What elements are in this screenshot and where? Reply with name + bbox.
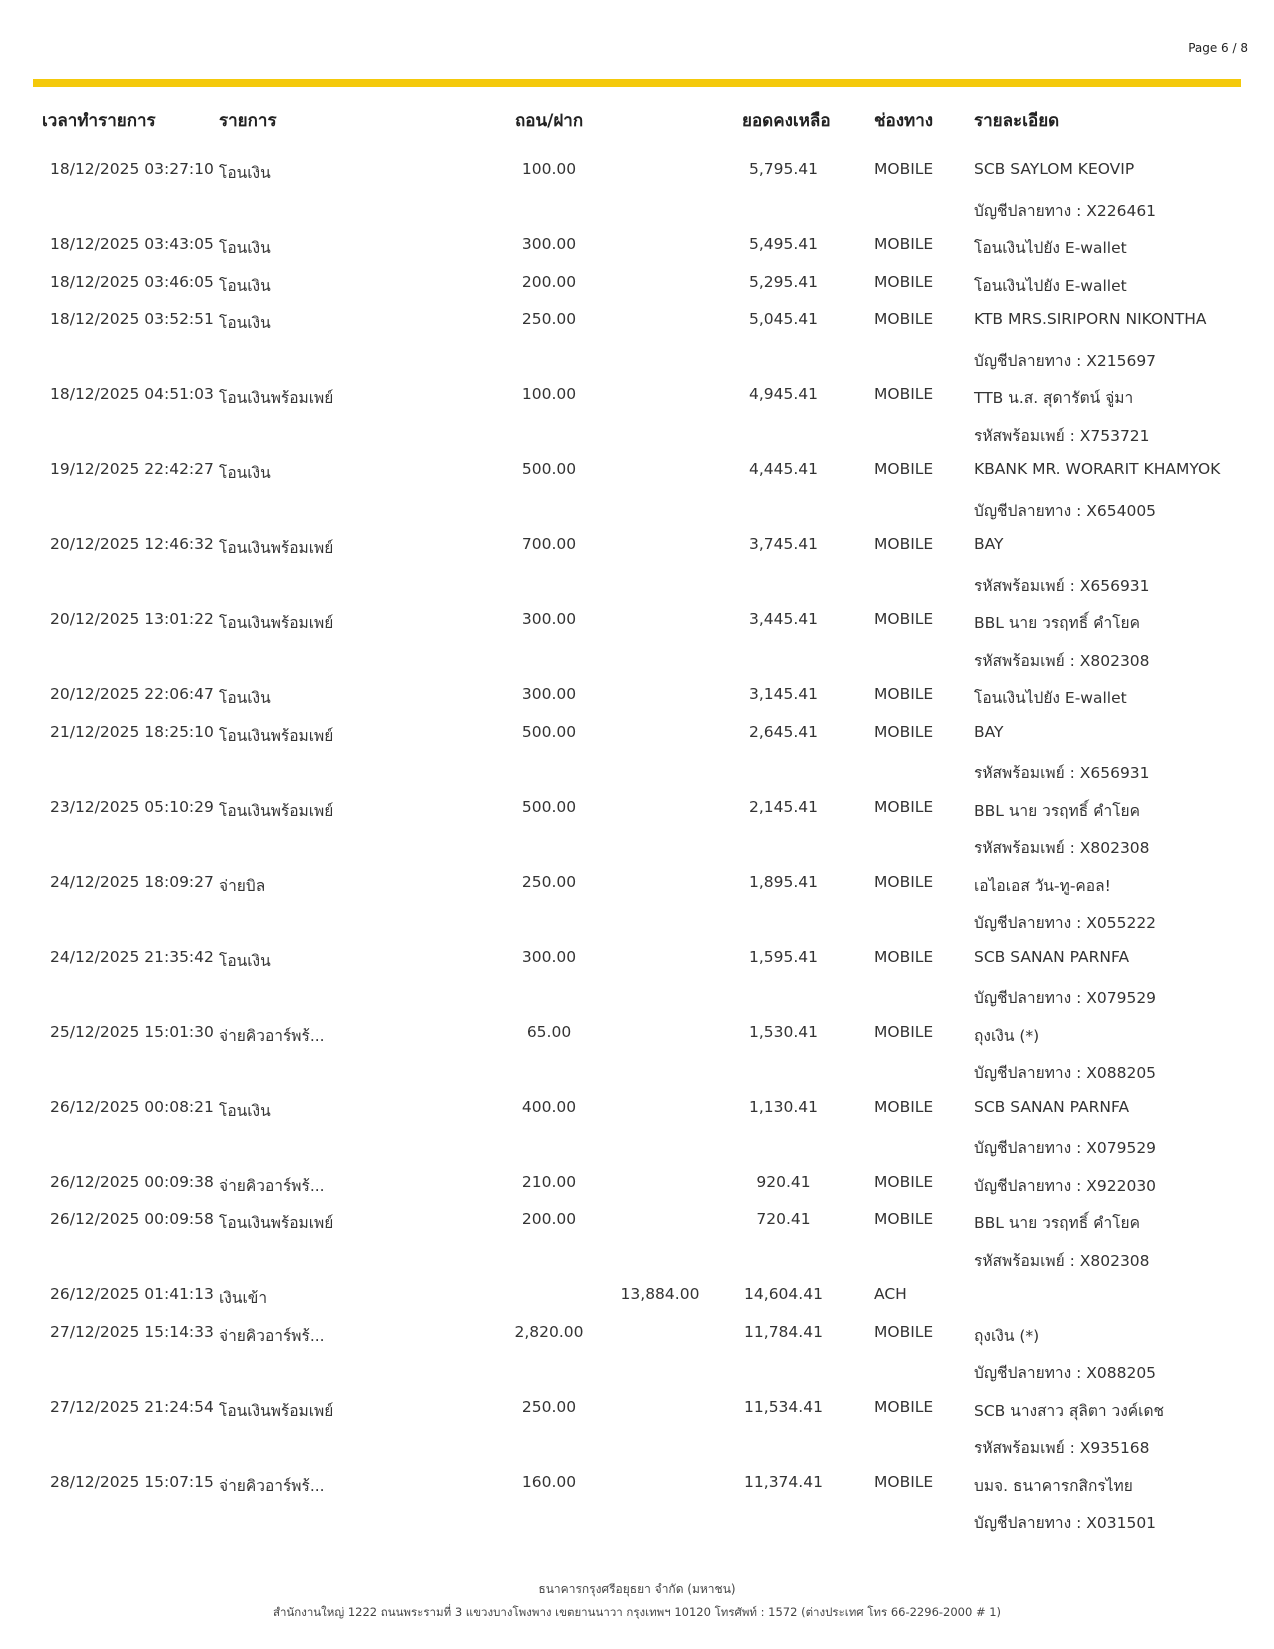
column-header-balance: ยอดคงเหลือ (742, 111, 831, 131)
cell-description: จ่ายคิวอาร์พร้... (219, 1176, 325, 1195)
cell-description: โอนเงิน (219, 164, 271, 182)
table-row (0, 1390, 1274, 1428)
cell-balance: 3,445.41 (748, 610, 819, 628)
cell-details: BAY (974, 535, 1004, 553)
table-row (0, 677, 1274, 715)
cell-description: จ่ายคิวอาร์พร้... (219, 1026, 325, 1045)
cell-description: จ่ายคิวอาร์พร้... (219, 1326, 325, 1345)
cell-details: บัญชีปลายทาง : X088205 (974, 1364, 1157, 1382)
cell-details: บัญชีปลายทาง : X088205 (974, 1064, 1157, 1082)
cell-description: โอนเงิน (219, 1101, 271, 1120)
cell-details: SCB SAYLOM KEOVIP (974, 160, 1135, 178)
cell-balance: 1,130.41 (748, 1097, 819, 1116)
cell-withdrawal: 250.00 (521, 872, 577, 891)
table-row (0, 790, 1274, 828)
cell-channel: MOBILE (874, 310, 934, 328)
cell-details: TTB น.ส. สุดารัตน์ จู่มา (974, 389, 1134, 407)
cell-balance: 11,534.41 (744, 1397, 823, 1416)
cell-withdrawal: 65.00 (526, 1022, 572, 1041)
cell-withdrawal: 160.00 (521, 1472, 577, 1491)
table-row (0, 302, 1274, 340)
cell-details: KBANK MR. WORARIT KHAMYOK (974, 460, 1221, 478)
table-row (0, 1352, 1274, 1390)
column-header-datetime: เวลาทำรายการ (42, 111, 156, 131)
cell-details: BAY (974, 722, 1004, 741)
cell-balance: 5,045.41 (748, 310, 819, 328)
cell-withdrawal: 300.00 (521, 235, 577, 253)
cell-withdrawal: 100.00 (521, 160, 577, 178)
page-number: Page 6 / 8 (1188, 41, 1248, 55)
cell-balance: 11,374.41 (744, 1472, 823, 1491)
cell-withdrawal: 250.00 (521, 310, 577, 328)
cell-description: จ่ายบิล (219, 876, 266, 895)
table-row (0, 715, 1274, 753)
table-row (0, 977, 1274, 1015)
cell-description: โอนเงินพร้อมเพย์ (219, 1214, 334, 1232)
cell-withdrawal: 500.00 (521, 797, 577, 816)
cell-channel: MOBILE (874, 460, 934, 478)
cell-description: โอนเงิน (219, 464, 271, 482)
cell-channel: MOBILE (874, 1397, 934, 1416)
cell-description: โอนเงินพร้อมเพย์ (219, 539, 334, 557)
table-row (0, 1465, 1274, 1503)
table-row (0, 640, 1274, 678)
cell-balance: 1,895.41 (748, 872, 819, 891)
cell-balance: 1,530.41 (748, 1022, 819, 1041)
cell-datetime: 18/12/2025 03:27:10 (50, 160, 214, 178)
table-row (0, 865, 1274, 903)
cell-datetime: 18/12/2025 03:46:05 (50, 272, 214, 291)
cell-description: โอนเงินพร้อมเพย์ (219, 801, 334, 820)
table-row (0, 1240, 1274, 1278)
cell-channel: MOBILE (874, 722, 934, 741)
cell-channel: MOBILE (874, 235, 934, 253)
cell-details: เอไอเอส วัน-ทู-คอล! (974, 876, 1111, 895)
cell-balance: 2,645.41 (748, 722, 819, 741)
cell-datetime: 26/12/2025 01:41:13 (50, 1285, 214, 1303)
cell-balance: 5,295.41 (748, 272, 819, 291)
cell-details: รหัสพร้อมเพย์ : X656931 (974, 764, 1150, 782)
cell-balance: 920.41 (756, 1172, 811, 1191)
cell-datetime: 20/12/2025 22:06:47 (50, 685, 214, 703)
cell-description: โอนเงิน (219, 951, 271, 970)
cell-datetime: 19/12/2025 22:42:27 (50, 460, 214, 478)
cell-datetime: 24/12/2025 21:35:42 (50, 947, 214, 966)
cell-deposit: 13,884.00 (620, 1285, 700, 1303)
cell-datetime: 18/12/2025 04:51:03 (50, 385, 214, 403)
cell-channel: MOBILE (874, 272, 934, 291)
cell-balance: 720.41 (756, 1210, 811, 1228)
cell-description: โอนเงิน (219, 276, 271, 295)
table-row (0, 827, 1274, 865)
cell-datetime: 26/12/2025 00:09:38 (50, 1172, 214, 1191)
table-row (0, 902, 1274, 940)
cell-details: BBL นาย วรฤทธิ์ คำโยค (974, 801, 1141, 820)
cell-datetime: 20/12/2025 13:01:22 (50, 610, 214, 628)
table-row (0, 452, 1274, 490)
cell-details: รหัสพร้อมเพย์ : X802308 (974, 651, 1150, 670)
footer-address: สำนักงานใหญ่ 1222 ถนนพระรามที่ 3 แขวงบางโพงพาง เขตยานนาวา กรุงเทพฯ 10120 โทรศัพท์ : 1572 (ต่างประเทศ โทร 66-2296-2000 # 1) (272, 1605, 1002, 1619)
cell-description: จ่ายคิวอาร์พร้... (219, 1476, 325, 1495)
cell-details: บัญชีปลายทาง : X226461 (974, 201, 1157, 220)
column-header-amount: ถอน/ฝาก (515, 111, 584, 131)
cell-datetime: 27/12/2025 21:24:54 (50, 1397, 214, 1416)
cell-details: รหัสพร้อมเพย์ : X802308 (974, 1251, 1150, 1270)
cell-channel: ACH (874, 1285, 907, 1303)
cell-withdrawal: 500.00 (521, 722, 577, 741)
cell-withdrawal: 2,820.00 (514, 1322, 584, 1341)
cell-description: โอนเงินพร้อมเพย์ (219, 1401, 334, 1420)
cell-balance: 5,495.41 (748, 235, 819, 253)
cell-description: เงินเข้า (219, 1289, 268, 1307)
table-row (0, 1502, 1274, 1540)
cell-details: KTB MRS.SIRIPORN NIKONTHA (974, 310, 1207, 328)
cell-channel: MOBILE (874, 1472, 934, 1491)
cell-datetime: 24/12/2025 18:09:27 (50, 872, 214, 891)
cell-channel: MOBILE (874, 1022, 934, 1041)
table-row (0, 527, 1274, 565)
cell-details: โอนเงินไปยัง E-wallet (974, 239, 1127, 257)
table-row (0, 415, 1274, 453)
table-row (0, 152, 1274, 190)
cell-withdrawal: 200.00 (521, 272, 577, 291)
cell-balance: 3,145.41 (748, 685, 819, 703)
table-row (0, 1127, 1274, 1165)
cell-withdrawal: 500.00 (521, 460, 577, 478)
cell-description: โอนเงิน (219, 689, 271, 707)
cell-channel: MOBILE (874, 1322, 934, 1341)
cell-withdrawal: 100.00 (521, 385, 577, 403)
header-accent-bar (33, 79, 1241, 87)
cell-description: โอนเงินพร้อมเพย์ (219, 614, 334, 632)
cell-channel: MOBILE (874, 1210, 934, 1228)
table-row (0, 602, 1274, 640)
cell-channel: MOBILE (874, 610, 934, 628)
table-row (0, 1090, 1274, 1128)
table-row (0, 752, 1274, 790)
cell-withdrawal: 300.00 (521, 947, 577, 966)
cell-datetime: 25/12/2025 15:01:30 (50, 1022, 214, 1041)
cell-details: SCB SANAN PARNFA (974, 947, 1130, 966)
cell-details: บัญชีปลายทาง : X215697 (974, 351, 1157, 370)
cell-balance: 3,745.41 (748, 535, 819, 553)
cell-balance: 4,445.41 (748, 460, 819, 478)
cell-datetime: 23/12/2025 05:10:29 (50, 797, 214, 816)
table-row (0, 1052, 1274, 1090)
cell-channel: MOBILE (874, 685, 934, 703)
cell-balance: 11,784.41 (744, 1322, 823, 1341)
table-row (0, 940, 1274, 978)
cell-channel: MOBILE (874, 872, 934, 891)
cell-details: รหัสพร้อมเพย์ : X802308 (974, 839, 1150, 857)
cell-datetime: 26/12/2025 00:09:58 (50, 1210, 214, 1228)
cell-datetime: 21/12/2025 18:25:10 (50, 722, 214, 741)
cell-withdrawal: 250.00 (521, 1397, 577, 1416)
cell-details: บัญชีปลายทาง : X031501 (974, 1514, 1157, 1532)
cell-description: โอนเงิน (219, 314, 271, 332)
cell-details: โอนเงินไปยัง E-wallet (974, 689, 1127, 707)
table-row (0, 1315, 1274, 1353)
cell-details: บัญชีปลายทาง : X654005 (974, 501, 1157, 520)
table-row (0, 340, 1274, 378)
cell-details: รหัสพร้อมเพย์ : X935168 (974, 1439, 1150, 1457)
cell-datetime: 28/12/2025 15:07:15 (50, 1472, 214, 1491)
cell-details: SCB SANAN PARNFA (974, 1097, 1130, 1116)
table-row (0, 490, 1274, 528)
table-row (0, 1202, 1274, 1240)
cell-details: บัญชีปลายทาง : X079529 (974, 989, 1157, 1007)
table-row (0, 377, 1274, 415)
cell-details: บัญชีปลายทาง : X055222 (974, 914, 1157, 932)
cell-datetime: 26/12/2025 00:08:21 (50, 1097, 214, 1116)
column-header-channel: ช่องทาง (874, 111, 934, 131)
transaction-table (0, 152, 1274, 1540)
cell-details: ถุงเงิน (*) (974, 1326, 1040, 1345)
cell-details: โอนเงินไปยัง E-wallet (974, 276, 1127, 295)
cell-balance: 5,795.41 (748, 160, 819, 178)
cell-channel: MOBILE (874, 1172, 934, 1191)
cell-description: โอนเงินพร้อมเพย์ (219, 389, 334, 407)
table-row (0, 565, 1274, 603)
column-header-description: รายการ (219, 111, 277, 131)
cell-withdrawal: 200.00 (521, 1210, 577, 1228)
table-row (0, 190, 1274, 228)
cell-details: บัญชีปลายทาง : X922030 (974, 1176, 1157, 1195)
table-row (0, 1427, 1274, 1465)
cell-details: SCB นางสาว สุลิตา วงค์เดช (974, 1401, 1165, 1420)
cell-balance: 1,595.41 (748, 947, 819, 966)
cell-channel: MOBILE (874, 797, 934, 816)
cell-description: โอนเงิน (219, 239, 271, 257)
cell-channel: MOBILE (874, 160, 934, 178)
cell-details: บัญชีปลายทาง : X079529 (974, 1139, 1157, 1157)
cell-details: บมจ. ธนาคารกสิกรไทย (974, 1476, 1133, 1495)
cell-datetime: 18/12/2025 03:52:51 (50, 310, 214, 328)
cell-withdrawal: 300.00 (521, 685, 577, 703)
cell-description: โอนเงินพร้อมเพย์ (219, 726, 334, 745)
table-row (0, 1165, 1274, 1203)
cell-details: รหัสพร้อมเพย์ : X753721 (974, 426, 1150, 445)
cell-details: รหัสพร้อมเพย์ : X656931 (974, 576, 1150, 595)
cell-datetime: 20/12/2025 12:46:32 (50, 535, 214, 553)
table-row (0, 1015, 1274, 1053)
column-header-details: รายละเอียด (974, 111, 1060, 131)
cell-channel: MOBILE (874, 1097, 934, 1116)
footer-bank-name: ธนาคารกรุงศรีอยุธยา จำกัด (มหาชน) (538, 1582, 736, 1596)
cell-details: BBL นาย วรฤทธิ์ คำโยค (974, 1214, 1141, 1232)
cell-balance: 14,604.41 (744, 1285, 823, 1303)
cell-channel: MOBILE (874, 947, 934, 966)
cell-datetime: 18/12/2025 03:43:05 (50, 235, 214, 253)
cell-withdrawal: 300.00 (521, 610, 577, 628)
cell-details: ถุงเงิน (*) (974, 1026, 1040, 1045)
cell-channel: MOBILE (874, 385, 934, 403)
cell-withdrawal: 210.00 (521, 1172, 577, 1191)
table-row (0, 227, 1274, 265)
cell-balance: 4,945.41 (748, 385, 819, 403)
cell-datetime: 27/12/2025 15:14:33 (50, 1322, 214, 1341)
table-row (0, 1277, 1274, 1315)
cell-withdrawal: 400.00 (521, 1097, 577, 1116)
cell-channel: MOBILE (874, 535, 934, 553)
cell-details: BBL นาย วรฤทธิ์ คำโยค (974, 614, 1141, 632)
cell-balance: 2,145.41 (748, 797, 819, 816)
table-row (0, 265, 1274, 303)
cell-withdrawal: 700.00 (521, 535, 577, 553)
